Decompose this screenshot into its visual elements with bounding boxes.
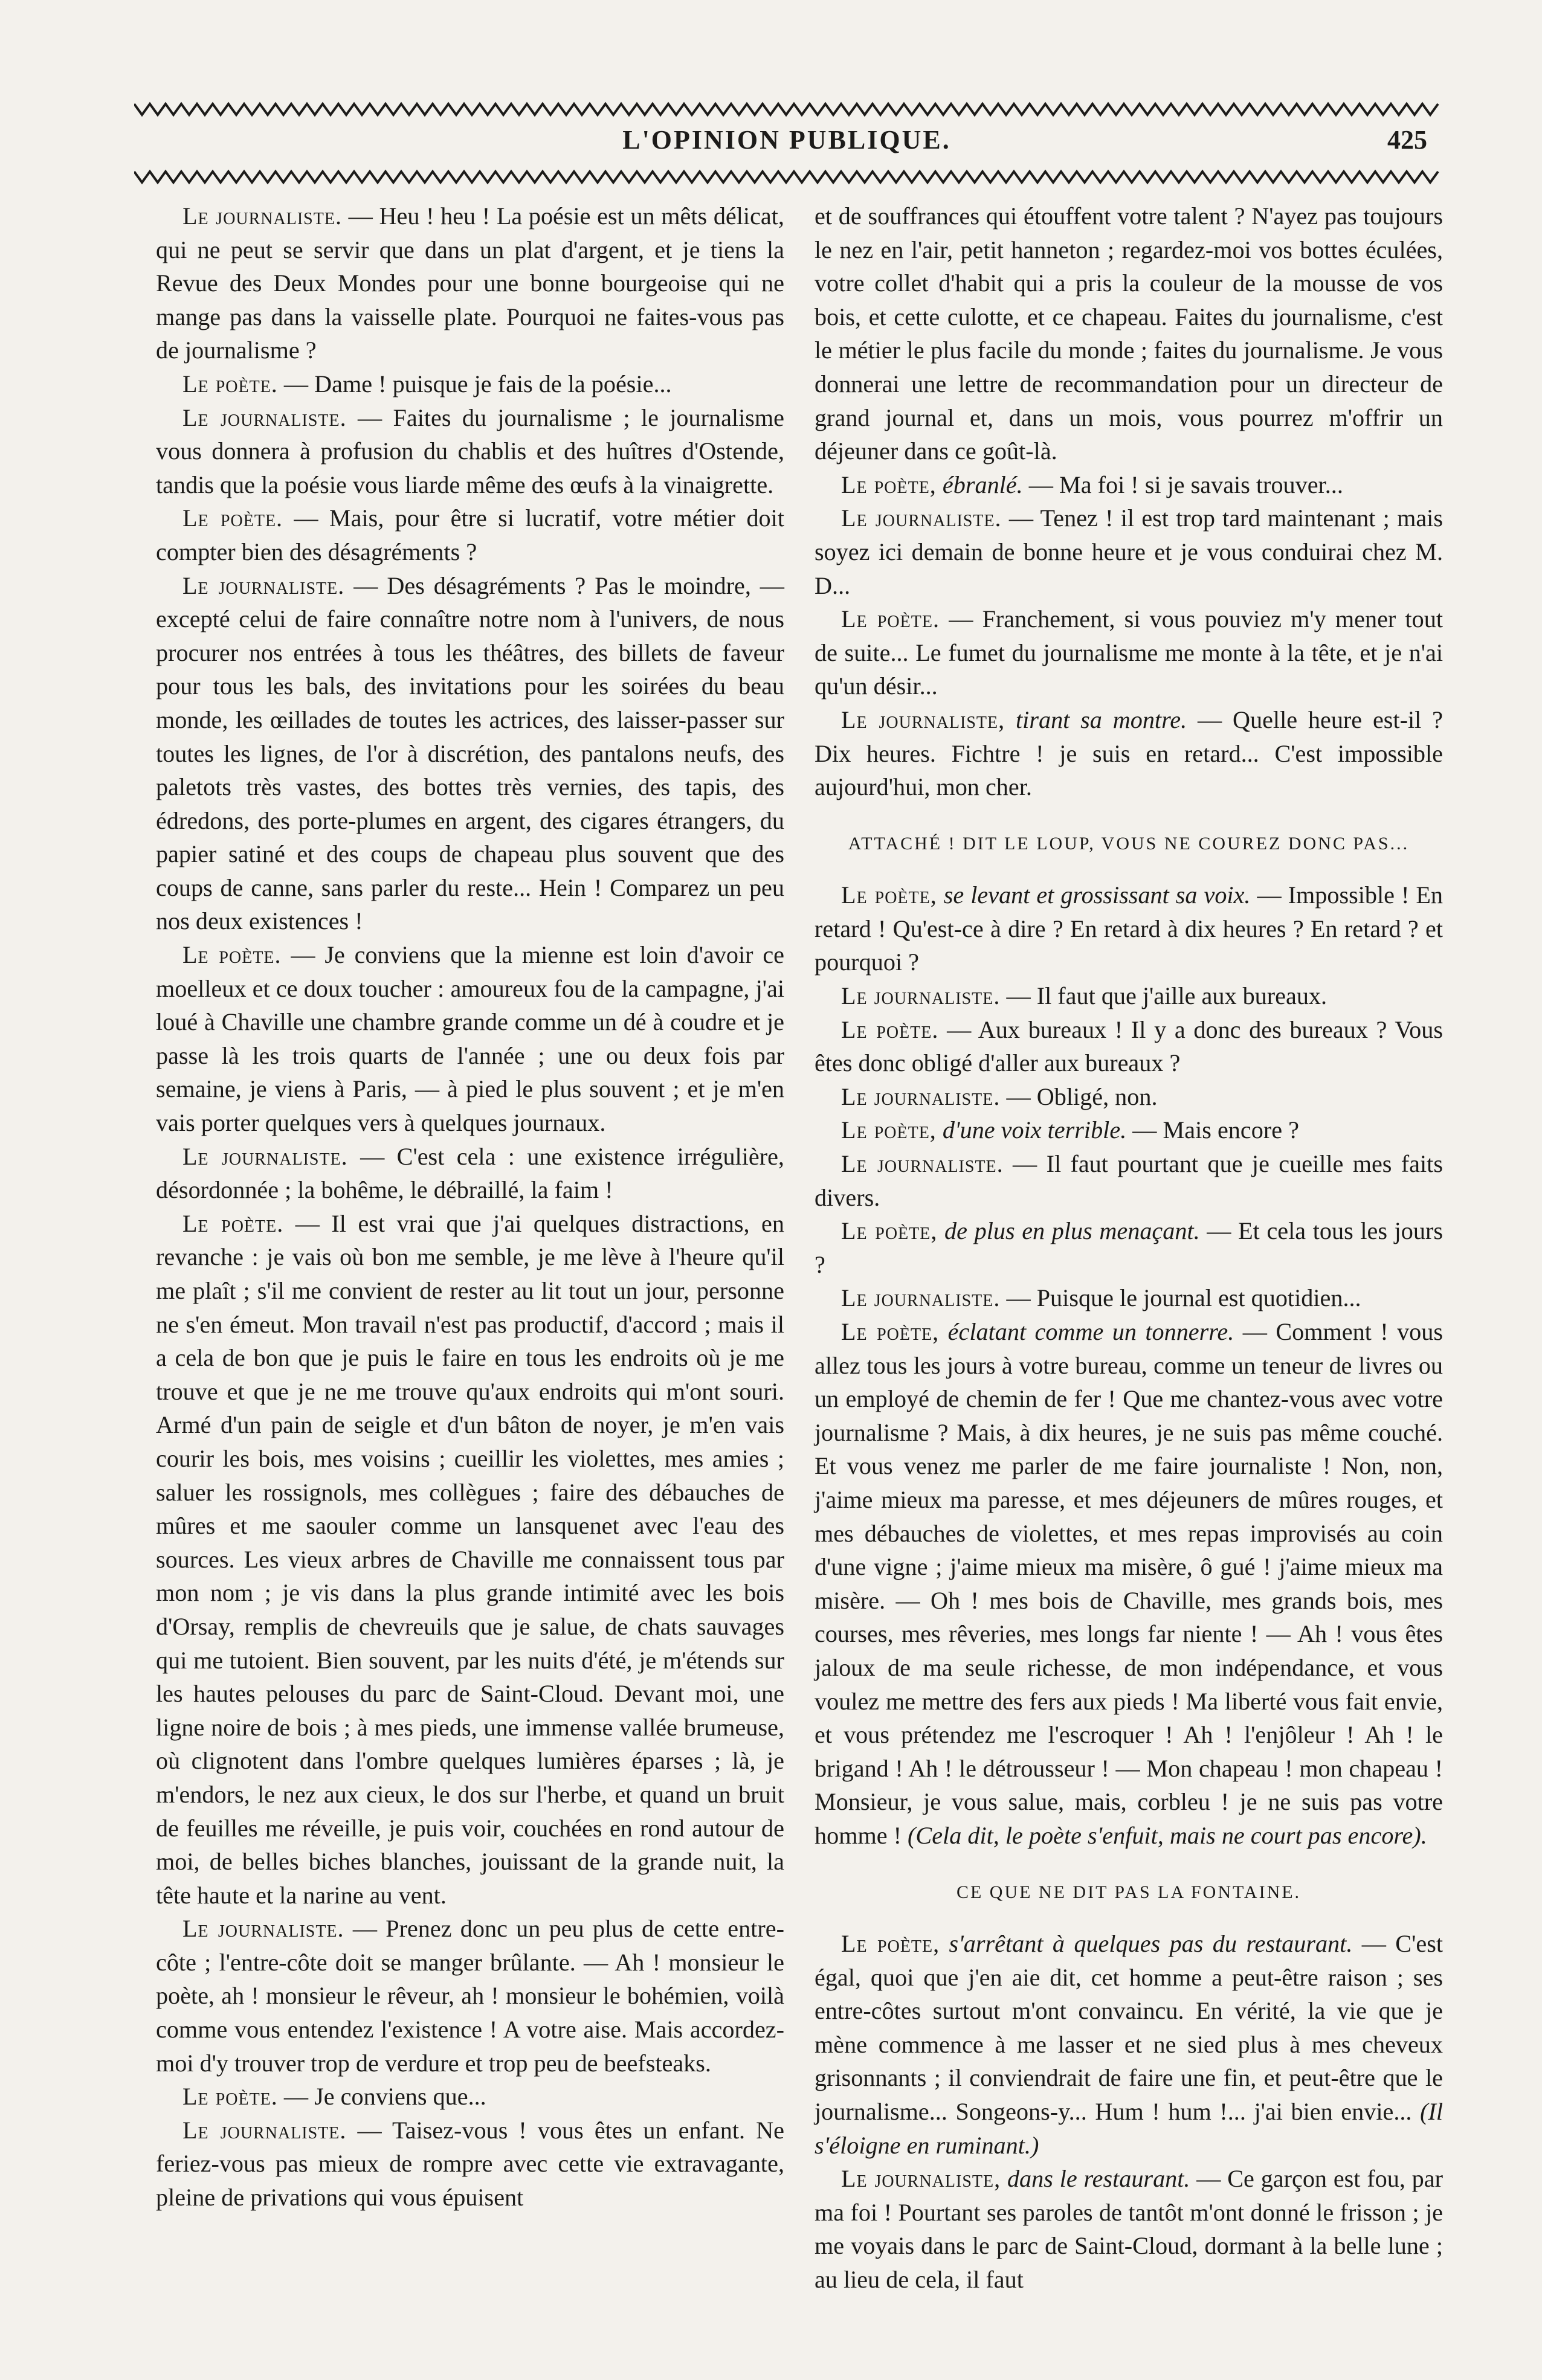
stage-direction: tirant sa montre. [1005, 706, 1187, 733]
stage-direction: d'une voix terrible. [936, 1116, 1127, 1144]
speaker-name: Le poète, [841, 1116, 937, 1144]
dialogue-paragraph [815, 602, 1443, 703]
dialogue-text: — Aux bureaux ! Il y a donc des bureaux ? Vous êtes donc obligé d'aller aux bureaux ? [815, 1015, 1443, 1077]
speaker-name: Le journaliste. [841, 982, 1001, 1010]
speaker-name: Le journaliste. [182, 202, 343, 230]
dialogue-text: — Quelle heure est-il ? Dix heures. Fichtre ! je suis en retard... C'est impossible aujourd'hui, mon cher. [815, 706, 1443, 801]
page-number: 425 [1387, 125, 1427, 155]
speaker-name: Le journaliste. [182, 1142, 348, 1170]
dialogue-paragraph [156, 199, 784, 367]
speaker-name: Le poète. [841, 605, 940, 633]
dialogue-text: — Il est vrai que j'ai quelques distractions, en revanche : je vais où bon me semble, je me lève à l'heure qu'il me plaît ; s'il me convient de rester au lit tout un jour, personne ne s'en émeut. Mon travail n'est pas productif, d'accord ; mais il a cela de bon que je puis le faire en tous les endroits où je me trouve et que je ne me trouve qu'aux endroits qui m'ont souri. Armé d'un pain de seigle et d'un bâton de noyer, je m'en vais courir les bois, mes voisins ; cueillir les violettes, mes amies ; saluer les rossignols, mes collègues ; faire des débauches de mûres et me saouler comme un lansquenet avec l'eau des sources. Les vieux arbres de Chaville me connaissent tous par mon nom ; je vis dans la plus grande intimité avec les bois d'Orsay, remplis de chevreuils que je salue, de chats sauvages qui me tutoient. Bien souvent, par les nuits d'été, je m'étends sur les hautes pelouses du parc de Saint-Cloud. Devant moi, une ligne noire de bois ; à mes pieds, une immense vallée brumeuse, où clignotent dans l'ombre quelques lumières éparses ; là, je m'endors, le nez aux cieux, le dos sur l'herbe, et quand un bruit de feuilles me réveille, je puis voir, couchées en rond autour de moi, de belles biches blanches, jouissant de la grande nuit, la tête haute et la narine au vent. [156, 1209, 784, 1909]
dialogue-paragraph [815, 501, 1443, 602]
dialogue-text: — Impossible ! En retard ! Qu'est-ce à dire ? En retard à dix heures ? En retard ? et pourquoi ? [815, 881, 1443, 976]
dialogue-paragraph [815, 1214, 1443, 1281]
dialogue-paragraph [156, 938, 784, 1140]
dialogue-text: — Je conviens que la mienne est loin d'avoir ce moelleux et ce doux toucher : amoureux fou de la campagne, j'ai loué à Chaville une chambre grande comme un dé à coudre et je passe là les trois quarts de l'année ; une ou deux fois par semaine, je viens à Paris, — à pied le plus souvent ; et je m'en vais porter quelques vers à quelques journaux. [156, 941, 784, 1137]
dialogue-paragraph [815, 1147, 1443, 1214]
dialogue-paragraph [156, 1912, 784, 2080]
section-subheading: ATTACHÉ ! DIT LE LOUP, VOUS NE COUREZ DONC PAS... [848, 833, 1410, 854]
dialogue-text: — C'est égal, quoi que j'en aie dit, cet homme a peut-être raison ; ses entre-côtes surtout m'ont convaincu. En vérité, la vie que je mène commence à me lasser et ne sied plus à mes cheveux grisonnants ; il conviendrait de faire une fin, et peut-être que le journalisme... Songeons-y... Hum ! hum !... j'ai bien envie... [815, 1930, 1443, 2126]
stage-direction: ébranlé. [936, 471, 1023, 498]
dialogue-paragraph [156, 2080, 784, 2114]
speaker-name: Le poète, [841, 881, 937, 909]
stage-direction-tail: (Cela dit, le poète s'enfuit, mais ne court pas encore). [901, 1821, 1427, 1849]
speaker-name: Le journaliste. [182, 2116, 347, 2144]
dialogue-text: — Mais encore ? [1126, 1116, 1299, 1144]
stage-direction: s'arrêtant à quelques pas du restaurant. [940, 1930, 1353, 1958]
stage-direction: éclatant comme un tonnerre. [939, 1318, 1234, 1345]
stage-direction: se levant et grossissant sa voix. [937, 881, 1251, 909]
dialogue-paragraph [815, 1113, 1443, 1147]
speaker-name: Le poète, [841, 471, 937, 498]
dialogue-paragraph [815, 1927, 1443, 2162]
dialogue-text: — Taisez-vous ! vous êtes un enfant. Ne feriez-vous pas mieux de rompre avec cette vie extravagante, pleine de privations qui vous épuisent [156, 2116, 784, 2211]
dialogue-text: — Comment ! vous allez tous les jours à votre bureau, comme un teneur de livres ou un employé de chemin de fer ! Que me chantez-vous avec votre journalisme ? Mais, à dix heures, je ne suis pas même couché. Et vous venez me parler de me faire journaliste ! Non, non, j'aime mieux ma paresse, et mes déjeuners de mûres rouges, et mes débauches de violettes, et mes repas improvisés au coin d'une vigne ; j'aime mieux ma misère, ô gué ! j'aime mieux ma misère. — Oh ! mes bois de Chaville, mes grands bois, mes courses, mes rêveries, mes longs far niente ! — Ah ! vous êtes jaloux de ma seule richesse, de mon indépendance, et vous voulez me mettre des fers aux pieds ! Ma liberté vous fait envie, et vous prétendez me l'escroquer ! Ah ! l'enjôleur ! Ah ! le brigand ! Ah ! le détrousseur ! — Mon chapeau ! mon chapeau ! Monsieur, je vous salue, mais, corbleu ! je ne suis pas votre homme ! [815, 1318, 1444, 1849]
stage-direction-tail: (Il s'éloigne en ruminant.) [815, 2098, 1443, 2159]
dialogue-text: — Je conviens que... [277, 2083, 486, 2111]
section-subheading: CE QUE NE DIT PAS LA FONTAINE. [956, 1882, 1302, 1902]
dialogue-text: — Tenez ! il est trop tard maintenant ; mais soyez ici demain de bonne heure et je vous conduirai chez M. D... [815, 504, 1443, 599]
dialogue-paragraph [815, 703, 1443, 804]
dialogue-paragraph [815, 1013, 1443, 1080]
dialogue-paragraph [815, 1281, 1443, 1315]
dialogue-text: — Mais, pour être si lucratif, votre métier doit compter bien des désagréments ? [156, 504, 784, 565]
dialogue-text: — Il faut pourtant que je cueille mes faits divers. [815, 1150, 1443, 1211]
speaker-name: Le poète, [841, 1217, 938, 1245]
speaker-name: Le journaliste. [182, 1915, 344, 1943]
dialogue-paragraph [815, 468, 1443, 502]
stage-direction: de plus en plus menaçant. [937, 1217, 1200, 1245]
continuation-paragraph: et de souffrances qui étouffent votre talent ? N'ayez pas toujours le nez en l'air, petit hanneton ; regardez-moi vos bottes éculées, votre collet d'habit qui a pris la couleur de la mousse de vos bois, et cette culotte, et ce chapeau. Faites du journalisme, c'est le métier le plus facile du monde ; faites du journalisme. Je vous donnerai une lettre de recommandation pour un directeur de grand journal et, dans un mois, vous pourrez m'offrir un déjeuner dans ce goût-là. [815, 202, 1443, 465]
dialogue-paragraph [815, 1315, 1443, 1853]
page-header [134, 124, 1439, 167]
dialogue-paragraph [156, 569, 784, 939]
top-zigzag-rule [134, 101, 1439, 117]
dialogue-text: — Il faut que j'aille aux bureaux. [1000, 982, 1327, 1010]
stage-direction: dans le restaurant. [1001, 2165, 1190, 2193]
dialogue-text: — Et cela tous les jours ? [815, 1217, 1444, 1278]
dialogue-text: — Puisque le journal est quotidien... [1000, 1284, 1361, 1312]
dialogue-paragraph [815, 979, 1443, 1013]
speaker-name: Le poète. [841, 1015, 939, 1043]
dialogue-paragraph [156, 1207, 784, 1912]
dialogue-text: — Ce garçon est fou, par ma foi ! Pourtant ses paroles de tantôt m'ont donné le frisson ; je me voyais dans le parc de Saint-Cloud, dormant à la belle lune ; au lieu de cela, il faut [815, 2165, 1443, 2294]
speaker-name: Le journaliste. [841, 1284, 1001, 1312]
speaker-name: Le journaliste. [841, 504, 1002, 532]
speaker-name: Le journaliste, [841, 2165, 1001, 2193]
dialogue-text: — Dame ! puisque je fais de la poésie... [277, 370, 672, 397]
speaker-name: Le poète, [841, 1318, 940, 1345]
left-column [156, 199, 784, 2214]
dialogue-text: — C'est cela : une existence irrégulière, désordonnée ; la bohême, le débraillé, la faim ! [156, 1142, 784, 1204]
dialogue-paragraph [815, 1080, 1443, 1114]
speaker-name: Le poète, [841, 1930, 940, 1958]
speaker-name: Le poète. [182, 370, 278, 397]
speaker-name: Le journaliste. [841, 1150, 1004, 1178]
dialogue-text: — Prenez donc un peu plus de cette entre-côte ; l'entre-côte doit se manger brûlante. — Ah ! monsieur le poète, ah ! monsieur le rêveur, ah ! monsieur le bohémien, voilà comme vous entendez l'existence ! A votre aise. Mais accordez-moi d'y trouver trop de verdure et trop peu de beefsteaks. [156, 1915, 784, 2077]
speaker-name: Le journaliste, [841, 706, 1005, 733]
speaker-name: Le poète. [182, 1209, 284, 1237]
publication-title: L'OPINION PUBLIQUE. [622, 125, 951, 155]
speaker-name: Le poète. [182, 2083, 278, 2111]
dialogue-text: — Faites du journalisme ; le journalisme vous donnera à profusion du chablis et des huîtres d'Ostende, tandis que la poésie vous liarde même des œufs à la vinaigrette. [156, 404, 784, 498]
dialogue-text: — Obligé, non. [1000, 1082, 1158, 1110]
speaker-name: Le journaliste. [182, 404, 347, 431]
dialogue-text: — Des désagréments ? Pas le moindre, — excepté celui de faire connaître notre nom à l'univers, de nous procurer nos entrées à tous les théâtres, des billets de faveur pour tous les bals, des invitations pour les soirées du beau monde, les œillades de toutes les actrices, des laisser-passer sur toutes les lignes, de l'or à discrétion, des pantalons neufs, des paletots très vastes, des bottes très vernies, des tapis, des édredons, des porte-plumes en argent, des cigares étrangers, du papier satiné et des coups de chapeau plus souvent que des coups de canne, sans parler du reste... Hein ! Comparez un peu nos deux existences ! [156, 571, 784, 935]
dialogue-paragraph [156, 1140, 784, 1207]
dialogue-paragraph [815, 878, 1443, 979]
dialogue-text: — Franchement, si vous pouviez m'y mener tout de suite... Le fumet du journalisme me monte à la tête, et je n'ai qu'un désir... [815, 605, 1443, 700]
dialogue-paragraph [156, 2114, 784, 2214]
dialogue-text: — Ma foi ! si je savais trouver... [1022, 471, 1343, 498]
speaker-name: Le journaliste. [182, 571, 345, 599]
speaker-name: Le poète. [182, 504, 283, 532]
right-column [815, 199, 1443, 2297]
speaker-name: Le poète. [182, 941, 282, 969]
dialogue-paragraph [156, 367, 784, 401]
bottom-zigzag-rule [134, 169, 1439, 185]
speaker-name: Le journaliste. [841, 1082, 1001, 1110]
dialogue-text: — Heu ! heu ! La poésie est un mêts délicat, qui ne peut se servir que dans un plat d'argent, et je tiens la Revue des Deux Mondes pour une bonne bourgeoise qui ne mange pas dans la vaisselle plate. Pourquoi ne faites-vous pas de journalisme ? [156, 202, 784, 364]
dialogue-paragraph [815, 2162, 1443, 2296]
dialogue-paragraph [156, 401, 784, 502]
dialogue-paragraph [156, 501, 784, 568]
